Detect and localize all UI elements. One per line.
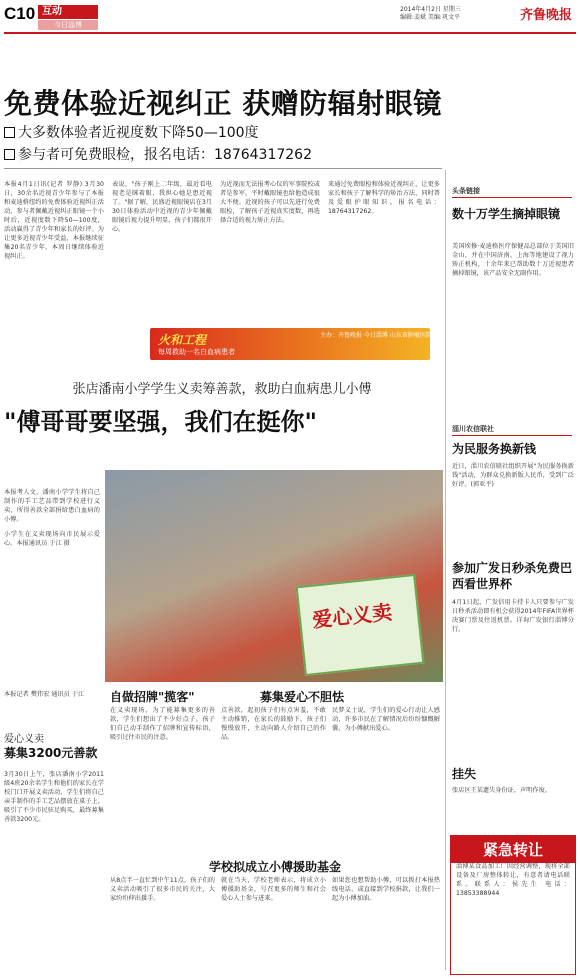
classified-body: 淄博某食品加工厂因经营调整，现将全部设备及厂房整体转让，有意者请电话联系。联系人：侯先生 电话：13853388944 [456, 863, 570, 897]
lower-column-b3: 如果您也想帮助小傅，可以拨打本报热线电话，或直接到学校捐款，让我们一起为小傅加油。 [332, 877, 440, 902]
sidebar-body-2: 近日，淄川农信联社组织开展"为民服务换新钱"活动，为群众兑换新版人民币，受到广泛好评。(郭亚平) [452, 463, 574, 488]
lower-column: 3月30日上午，张店潘南小学2011级4班20余名学生和他们的家长在学校门口开展义卖活动，学生们将自己亲手制作的手工艺品摆放在桌子上，吸引了不少市民驻足购买，最终募集善款3200元。 [4, 771, 104, 823]
section-label: 互动 [38, 5, 98, 19]
lead-subhead-1 [4, 122, 259, 142]
classified-title: 紧急转让 [450, 836, 576, 863]
lower-column-a3: 民梦义士说，学生们的爱心行动让人感动，许多市民在了解情况后纷纷慷慨解囊，为小傅献出爱心。 [332, 707, 440, 732]
subsection-label: 今日淄博 [38, 20, 98, 30]
checkbox-icon [4, 149, 15, 160]
section-heading-fund: 学校拟成立小傅援助基金 [208, 860, 341, 874]
section-heading-left: 自做招牌"揽客" [110, 690, 195, 704]
feature-title: "傅哥哥要坚强，我们在挺你" [4, 408, 318, 436]
sidebar-body-4: 张店区王某遗失身份证，声明作废。 [452, 787, 551, 794]
byline: 本报记者 樊伟宏 通讯员 于江 [4, 691, 85, 698]
editors: 编辑:姜斌 美编:巩文平 [400, 14, 460, 21]
divider [4, 168, 442, 169]
lead-column-1: 本报4月1日讯(记者 罗静) 3月30日，30余名近视青少年参与了本报和麦迪格纽约的免费体验近视纠正活动，参与者佩戴近视纠正眼镜一个小时后，近视度数下降50—100度，活动赢得了青少年和家长的好评。为让更多近视青少年受益，本报继续征集20名青少年，本周日继续体验近视纠正。 [4, 181, 104, 260]
lead-subhead-2 [4, 144, 312, 164]
banner-subtitle: 每周救助一名白血病患者 [158, 348, 235, 356]
lead-column-3: 为近视而无法报考心仪的军事院校或者是参军，平时戴眼镜也给他造成很大不便。近视的孩子可以先进行免费眼检，了解孩子近视真实度数，再选择合适的视力矫正方法。 [220, 181, 320, 224]
lead-subhead-1-text: 大多数体验者近视度数下降50—100度 [18, 125, 259, 141]
sidebar-title-2: 为民服务换新钱 [452, 442, 537, 456]
header-meta [400, 6, 461, 22]
feature-intro [4, 488, 100, 688]
feature-intro-text: 本报考人文，潘南小学学生将自己制作的手工艺品带到学校进行义卖，所得善款全部捐给患白血病的小傅。 [4, 489, 100, 523]
section-heading-right: 募集爱心不胆怯 [260, 690, 345, 704]
lower-column-b2: 就在当天，学校老师表示，将成立小傅援助基金，号召更多的师生和社会爱心人士参与进来。 [221, 877, 326, 902]
lower-kicker: 爱心义卖 [4, 734, 44, 745]
issue-date: 2014年4月2日 星期三 [400, 6, 461, 13]
feature-kicker: 张店潘南小学学生义卖筹善款，救助白血病患儿小傅 [72, 382, 372, 397]
sidebar-body-1: 美国埃修·麦迪格医疗保健品总部位于美国旧金山，并在中国济南、上海等地建设了视力矫正机构，十余年来已帮助数十万近视患者摘掉眼镜，该产品安全无副作用。 [452, 243, 574, 277]
sidebar-title-4: 挂失 [452, 767, 477, 781]
lower-column-a2: 点善款，起初孩子们有点害羞，不敢主动推销，在家长的鼓励下，孩子们慢慢放开，主动向路人介绍自己的作品。 [221, 707, 326, 741]
lead-headline: 免费体验近视纠正 获赠防辐射眼镜 [4, 87, 442, 120]
header-rule [4, 32, 576, 34]
signboard-text: 爱心义卖 [311, 599, 394, 633]
banner-title: 火和工程 [158, 333, 207, 347]
sidebar-title-3: 参加广发日秒杀免费巴西看世界杯 [452, 561, 573, 591]
lower-column-b1: 从8点半一直忙到中午11点，孩子们的义卖活动吸引了很多市民的关注，大家纷纷伸出援手。 [110, 877, 215, 902]
lead-column-4: 来通过免费眼检和体验近视纠正，让更多家长和孩子了解科学的矫治方法，同时普及爱眼护眼知识。报名电话：18764317262。 [328, 181, 440, 215]
sidebar-tag-1: 头条链接 [452, 186, 572, 198]
checkbox-icon [4, 127, 15, 138]
newspaper-logo: 齐鲁晚报 [520, 8, 573, 23]
lower-column-a1: 在义卖现场，为了能募集更多的善款，学生们想出了不少好点子。孩子们自己动手制作了招牌和宣传标语，吸引过往市民的注意。 [110, 707, 215, 741]
banner-sponsor: 主办：齐鲁晚报·今日淄博 山东省肿瘤医院 [320, 332, 432, 339]
lead-subhead-2-text: 参与者可免费眼检，报名电话：18764317262 [18, 147, 312, 163]
sidebar-tag-2: 淄川农信联社 [452, 424, 572, 436]
sidebar-body-3: 4月1日起，广发信用卡持卡人只要参与广发日秒杀活动即有机会获得2014年FIFA世界杯决赛门票及往返机票。详询广发银行淄博分行。 [452, 599, 574, 633]
page-code: C10 [4, 4, 36, 23]
photo-caption: 小学生在义卖现场向市民展示爱心。本报通讯员 于江 摄 [4, 531, 100, 547]
lead-column-2: 表说，"孩子刚上二年级，最近看电视老是眯着眼，我担心她是患近视了。"据了解，民盛近视眼镜店在3月30日体验活动中近视的青少年佩戴眼镜后视力提升明显，孩子们都很开心。 [112, 181, 212, 233]
sidebar-divider [445, 170, 446, 970]
lower-title: 募集3200元善款 [4, 746, 98, 760]
sidebar-title-1: 数十万学生摘掉眼镜 [452, 207, 561, 221]
